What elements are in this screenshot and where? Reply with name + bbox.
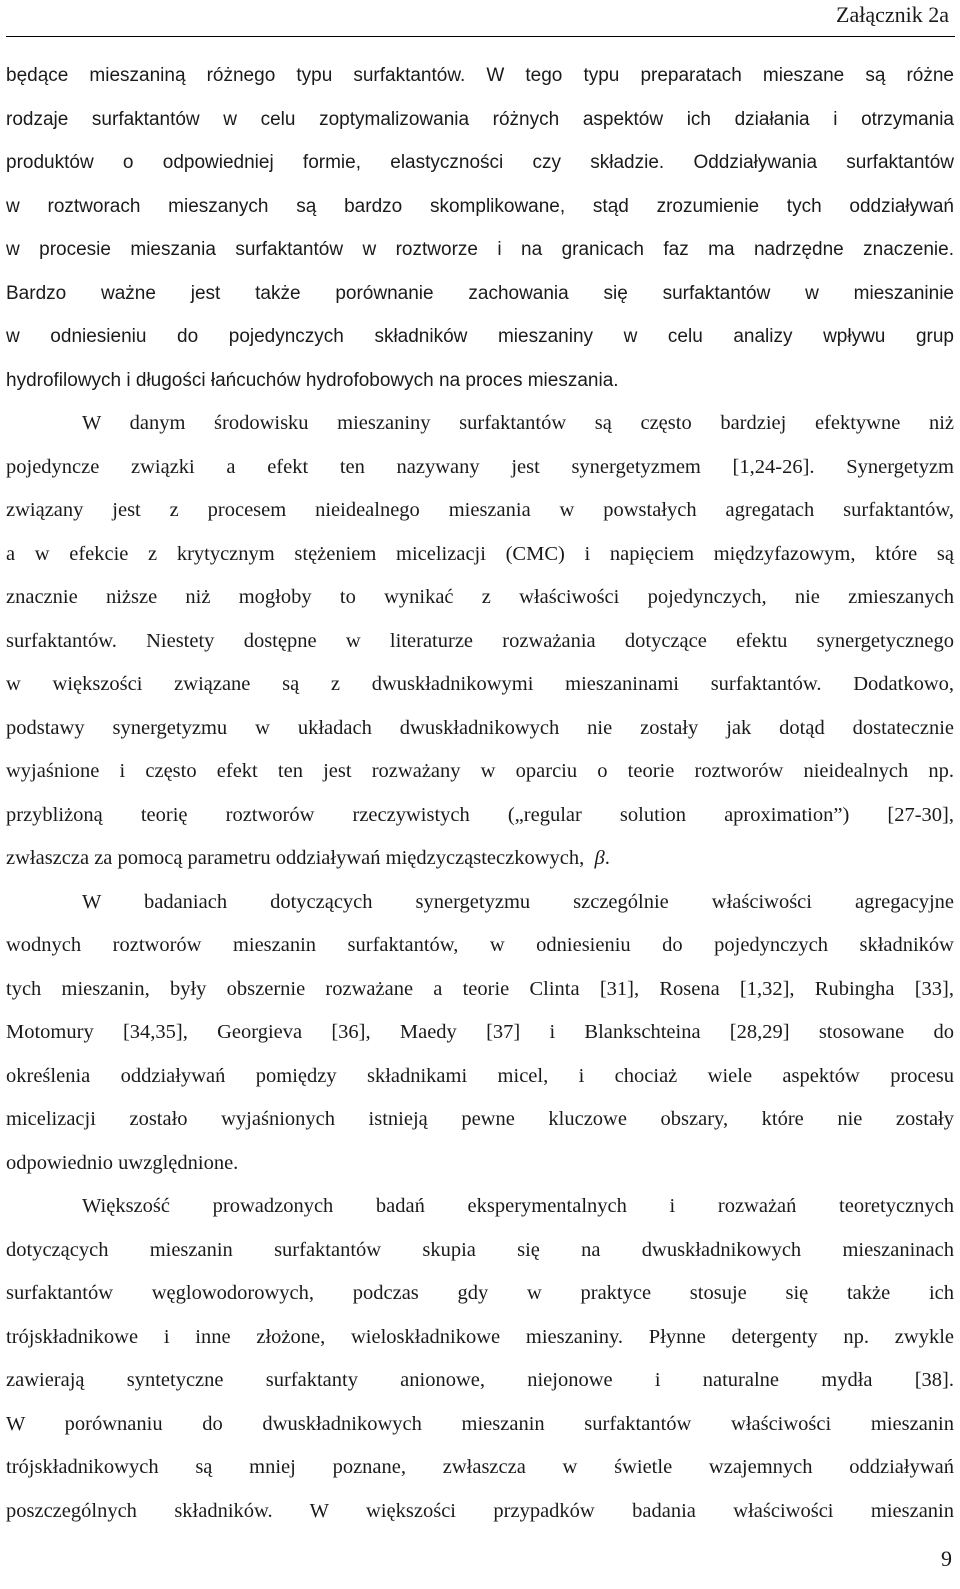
text-line: trójskładnikowe i inne złożone, wieloskładnikowe mieszaniny. Płynne detergenty np. zwykle	[6, 1325, 954, 1348]
text-line: przybliżoną teorię roztworów rzeczywistych („regular solution aproximation”) [27-30],	[6, 803, 954, 826]
header-label: Załącznik 2a	[836, 2, 949, 27]
period: .	[604, 847, 610, 869]
text-line: podstawy synergetyzmu w układach dwuskładnikowych nie zostały jak dotąd dostatecznie	[6, 716, 954, 739]
text-line: wodnych roztworów mieszanin surfaktantów, w odniesieniu do pojedynczych składników	[6, 934, 954, 956]
text-line-content: W danym środowisku mieszaniny surfaktantów są często bardziej efektywne niż	[82, 412, 954, 434]
text-line: W porównaniu do dwuskładnikowych mieszanin surfaktantów właściwości mieszanin	[6, 1412, 954, 1435]
text-line: będące mieszaniną różnego typu surfaktantów. W tego typu preparatach mieszane są różne	[6, 65, 954, 86]
text-line: dotyczących mieszanin surfaktantów skupia się na dwuskładnikowych mieszaninach	[6, 1238, 954, 1261]
text-line: rodzaje surfaktantów w celu zoptymalizowania różnych aspektów ich działania i otrzymania	[6, 108, 954, 130]
text-line: określenia oddziaływań pomiędzy składnikami micel, i chociaż wiele aspektów procesu	[6, 1064, 954, 1087]
text-line: surfaktantów. Niestety dostępne w literaturze rozważania dotyczące efektu synergetycznego	[6, 629, 954, 652]
text-line: micelizacji zostało wyjaśnionych istnieją pewne kluczowe obszary, które nie zostały	[6, 1108, 954, 1130]
text-line: zawierają syntetyczne surfaktanty anionowe, niejonowe i naturalne mydła [38].	[6, 1369, 954, 1391]
text-line: w roztworach mieszanych są bardzo skomplikowane, stąd zrozumienie tych oddziaływań	[6, 195, 954, 217]
text-line: a w efekcie z krytycznym stężeniem micelizacji (CMC) i napięciem międzyfazowym, które są	[6, 542, 954, 565]
text-line	[6, 837, 954, 881]
text-line: Motomury [34,35], Georgieva [36], Maedy [37] i Blankschteina [28,29] stosowane do	[6, 1021, 954, 1043]
text-line: związany jest z procesem nieidealnego mieszania w powstałych agregatach surfaktantów,	[6, 499, 954, 521]
text-line	[6, 881, 954, 925]
text-line: odpowiednio uwzględnione.	[6, 1151, 239, 1174]
beta-symbol: β	[594, 847, 605, 869]
text-line: w procesie mieszania surfaktantów w roztworze i na granicach faz ma nadrzędne znaczenie.	[6, 239, 954, 260]
text-line: produktów o odpowiedniej formie, elastyczności czy składzie. Oddziaływania surfaktantów	[6, 152, 954, 173]
document-body	[6, 54, 954, 1533]
text-line: surfaktantów węglowodorowych, podczas gdy w praktyce stosuje się także ich	[6, 1282, 954, 1304]
text-line: Bardzo ważne jest także porównanie zachowania się surfaktantów w mieszaninie	[6, 282, 954, 304]
text-line: znacznie niższe niż mogłoby to wynikać z właściwości pojedynczych, nie zmieszanych	[6, 586, 954, 608]
text-line	[6, 402, 954, 446]
text-line-content: zwłaszcza za pomocą parametru oddziaływań międzycząsteczkowych,	[6, 847, 585, 869]
text-line: w odniesieniu do pojedynczych składników mieszaniny w celu analizy wpływu grup	[6, 326, 954, 347]
text-line-content: Większość prowadzonych badań eksperymentalnych i rozważań teoretycznych	[82, 1195, 954, 1217]
text-line: wyjaśnione i często efekt ten jest rozważany w oparciu o teorie roztworów nieidealnych np.	[6, 760, 954, 782]
page-number: 9	[941, 1546, 952, 1571]
text-line-content: W badaniach dotyczących synergetyzmu szczególnie właściwości agregacyjne	[82, 890, 954, 913]
text-line: poszczególnych składników. W większości przypadków badania właściwości mieszanin	[6, 1499, 954, 1522]
text-line: trójskładnikowych są mniej poznane, zwłaszcza w świetle wzajemnych oddziaływań	[6, 1456, 954, 1478]
text-line	[6, 1185, 954, 1229]
text-line: tych mieszanin, były obszernie rozważane a teorie Clinta [31], Rosena [1,32], Rubingha [33],	[6, 977, 954, 1000]
text-line: pojedyncze związki a efekt ten nazywany jest synergetyzmem [1,24-26]. Synergetyzm	[6, 455, 954, 478]
text-line: hydrofilowych i długości łańcuchów hydrofobowych na proces mieszania.	[6, 369, 619, 391]
text-line: w większości związane są z dwuskładnikowymi mieszaninami surfaktantów. Dodatkowo,	[6, 673, 954, 695]
page-header	[6, 0, 955, 37]
